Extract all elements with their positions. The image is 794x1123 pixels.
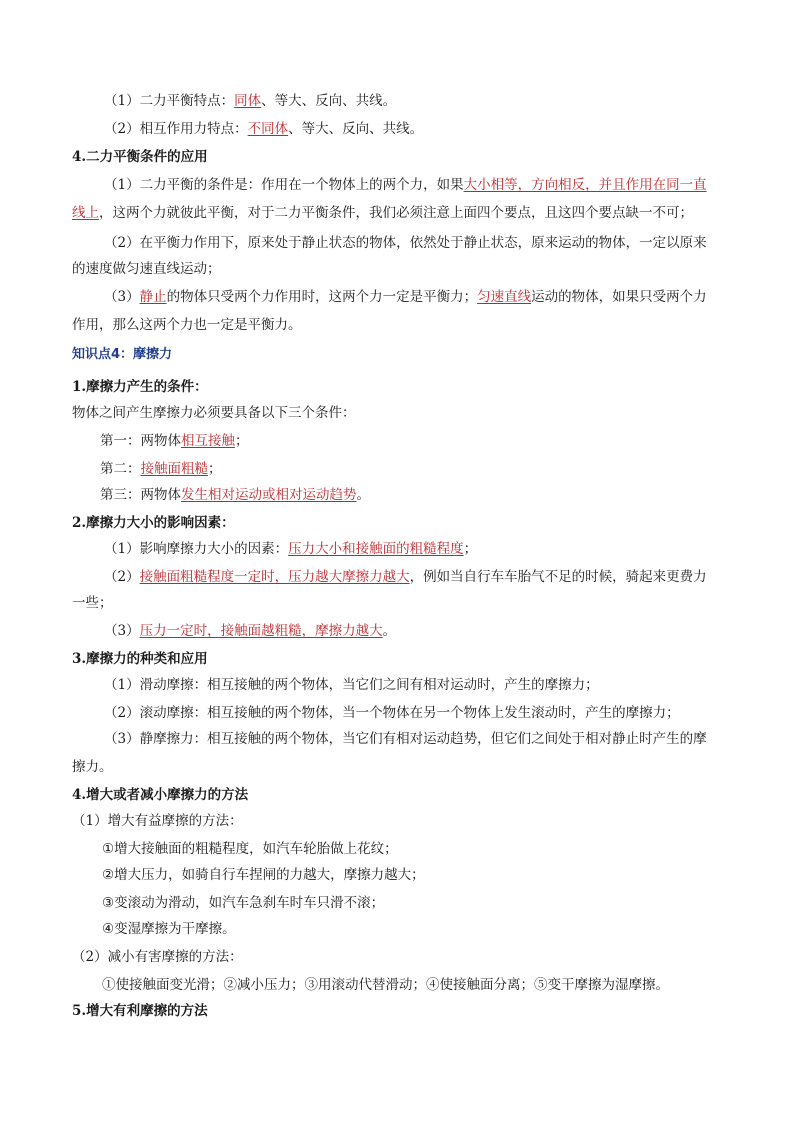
text-line [72, 316, 302, 334]
section-heading [72, 650, 208, 668]
text-line [72, 758, 113, 776]
text-line [104, 676, 599, 694]
text: （1）影响摩擦力大小的因素： [104, 541, 289, 557]
section-heading [72, 1002, 208, 1020]
text-line [72, 260, 221, 278]
heading-text: 4.二力平衡条件的应用 [72, 149, 208, 165]
highlight-text: 大小相等，方向相反，并且作用在同一直 [463, 177, 707, 193]
text: （2）滚动摩擦：相互接触的两个物体，当一个物体在另一个物体上发生滚动时，产生的摩擦力； [104, 705, 680, 721]
heading-text: 2.摩擦力大小的影响因素： [72, 515, 235, 531]
text: （3） [104, 623, 140, 639]
text: （1）二力平衡特点： [104, 93, 235, 109]
text: （1）增大有益摩擦的方法： [72, 813, 243, 829]
highlight-text: 线上 [72, 205, 99, 221]
text-line [100, 460, 222, 478]
text-line [104, 730, 707, 748]
text: （2）减小有害摩擦的方法： [72, 949, 243, 965]
heading-text: 3.摩擦力的种类和应用 [72, 651, 208, 667]
highlight-text: 同体 [234, 93, 262, 109]
text: ； [235, 433, 249, 449]
text: （2）相互作用力特点： [104, 121, 248, 137]
circled-number: ③ [102, 895, 115, 911]
text-line [100, 486, 370, 504]
text: 第三：两物体 [100, 487, 181, 503]
text: ，这两个力就彼此平衡，对于二力平衡条件，我们必须注意上面四个要点，且这四个要点缺一不可； [99, 205, 693, 221]
highlight-text: 不同体 [247, 121, 289, 137]
text-line [102, 976, 669, 994]
text-line [104, 622, 396, 640]
heading-text: 4.增大或者减小摩擦力的方法 [72, 787, 249, 803]
text: ①使接触面变光滑；②减小压力；③用滚动代替滑动；④使接触面分离；⑤变干摩擦为湿摩擦。 [102, 977, 669, 993]
text-line [104, 92, 396, 110]
text: ，例如当自行车车胎气不足的时候，骑起来更费力 [409, 569, 707, 585]
text: 变滚动为滑动，如汽车急刹车时车只滑不滚； [114, 895, 385, 911]
text-line [104, 540, 477, 558]
text-line [72, 204, 693, 222]
text-line [102, 840, 398, 858]
text: 变湿摩擦为干摩擦。 [114, 921, 236, 937]
text-line [72, 812, 243, 830]
text: （3） [104, 289, 140, 305]
text-line [104, 288, 707, 306]
text-line [104, 568, 707, 586]
text: 运动的物体，如果只受两个力 [531, 289, 707, 305]
section-heading [72, 514, 235, 532]
highlight-text: 匀速直线 [477, 289, 532, 305]
text: ； [208, 461, 222, 477]
text: 第二： [100, 461, 141, 477]
text: ； [463, 541, 478, 557]
highlight-text: 接触面粗糙程度一定时，压力越大摩擦力越大 [139, 569, 410, 585]
circled-number: ② [102, 867, 115, 883]
section-heading [72, 378, 208, 396]
text: （3）静摩擦力：相互接触的两个物体，当它们有相对运动趋势，但它们之间处于相对静止时产生的摩 [104, 731, 707, 747]
highlight-text: 接触面粗糙 [140, 461, 208, 477]
text-line [104, 120, 423, 138]
highlight-text: 压力大小和接触面的粗糙程度 [288, 541, 464, 557]
text-line [102, 866, 425, 884]
text: （2）在平衡力作用下，原来处于静止状态的物体，依然处于静止状态，原来运动的物体，一定以原来 [104, 235, 707, 251]
text: 。 [382, 623, 397, 639]
section-heading [72, 148, 208, 166]
text-line [104, 176, 707, 194]
heading-text: 1.摩擦力产生的条件： [72, 379, 208, 395]
highlight-text: 压力一定时，接触面越粗糙，摩擦力越大 [139, 623, 383, 639]
text: 。 [356, 487, 370, 503]
text: 物体之间产生摩擦力必须要具备以下三个条件： [72, 405, 356, 421]
text-line [100, 432, 249, 450]
kp-text: 知识点4：摩擦力 [72, 347, 173, 362]
text-line [102, 920, 236, 938]
section-heading [72, 786, 248, 804]
highlight-text: 相互接触 [181, 433, 235, 449]
circled-number: ① [102, 841, 115, 857]
text: 擦力。 [72, 759, 113, 775]
text-line [72, 594, 113, 612]
text: （1）二力平衡的条件是：作用在一个物体上的两个力，如果 [104, 177, 464, 193]
highlight-text: 发生相对运动或相对运动趋势 [181, 487, 357, 503]
heading-text: 5.增大有利摩擦的方法 [72, 1003, 208, 1019]
text-line [104, 704, 680, 722]
text: 增大压力，如骑自行车捏闸的力越大，摩擦力越大； [114, 867, 425, 883]
text: 作用，那么这两个力也一定是平衡力。 [72, 317, 302, 333]
highlight-text: 静止 [139, 289, 167, 305]
text: 、等大、反向、共线。 [288, 121, 424, 137]
text: （2） [104, 569, 140, 585]
text: 增大接触面的粗糙程度，如汽车轮胎做上花纹； [114, 841, 398, 857]
text-line [104, 234, 707, 252]
text-line [102, 894, 384, 912]
text: 的物体只受两个力作用时，这两个力一定是平衡力； [166, 289, 478, 305]
circled-number: ④ [102, 921, 115, 937]
text: 第一：两物体 [100, 433, 181, 449]
text: 一些； [72, 595, 113, 611]
knowledge-point-title [72, 346, 172, 364]
text-line [72, 948, 243, 966]
text: 、等大、反向、共线。 [261, 93, 397, 109]
text: 的速度做匀速直线运动； [72, 261, 221, 277]
text-line [72, 404, 356, 422]
text: （1）滑动摩擦：相互接触的两个物体，当它们之间有相对运动时，产生的摩擦力； [104, 677, 599, 693]
